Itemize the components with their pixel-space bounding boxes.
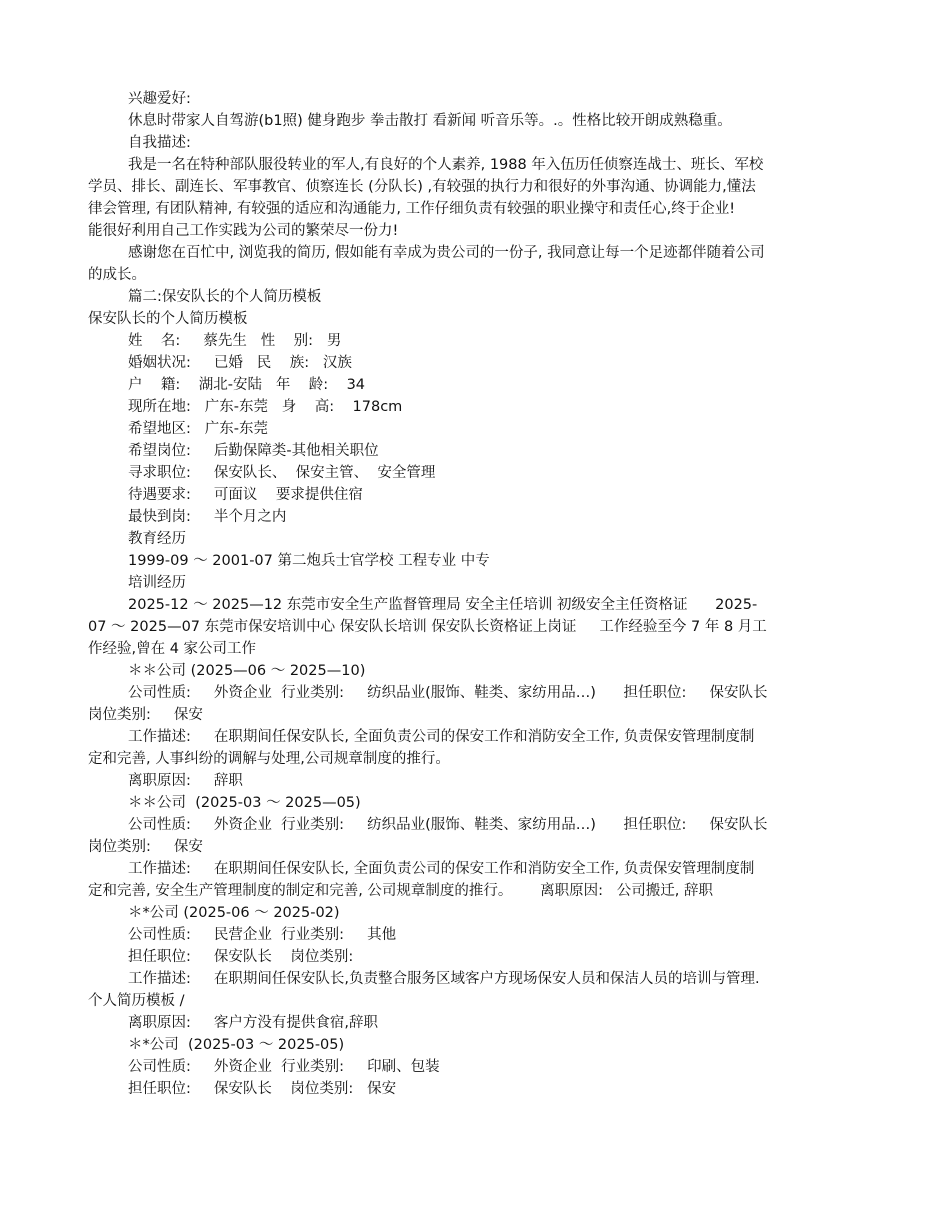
hobbies-heading: 兴趣爱好: [128, 91, 191, 107]
self-description-line: 律会管理, 有团队精神, 有较强的适应和沟通能力, 工作仔细负责有较强的职业操守和责任心,终于企业! [88, 201, 736, 217]
job-company-title: ＊*公司 (2025-03 ～ 2025-05) [128, 1037, 345, 1053]
section-title: 篇二:保安队长的个人简历模板 [128, 289, 322, 305]
job-details: 公司性质: 外资企业 行业类别: 印刷、包装 [128, 1059, 440, 1075]
training-heading: 培训经历 [128, 575, 186, 591]
resume-title: 保安队长的个人简历模板 [88, 311, 248, 327]
job-company-title: ＊*公司 (2025-06 ～ 2025-02) [128, 905, 340, 921]
job-details: 担任职位: 保安队长 岗位类别: 保安 [128, 1081, 397, 1097]
education-entry: 1999-09 ～ 2001-07 第二炮兵士官学校 工程专业 中专 [128, 553, 490, 569]
job-description: 工作描述: 在职期间任保安队长, 全面负责公司的保安工作和消防安全工作, 负责保安管理制度制 [128, 861, 755, 877]
job-description: 个人简历模板 / [88, 993, 185, 1009]
job-details: 公司性质: 民营企业 行业类别: 其他 [128, 927, 397, 943]
info-start-date: 最快到岗: 半个月之内 [128, 509, 287, 525]
job-details: 担任职位: 保安队长 岗位类别: [128, 949, 354, 965]
info-marital-ethnic: 婚姻状况: 已婚 民 族: 汉族 [128, 355, 352, 371]
self-description-line: 我是一名在特种部队服役转业的军人,有良好的个人素养, 1988 年入伍历任侦察连战士、班长、军校 [128, 157, 764, 173]
work-summary: 作经验,曾在 4 家公司工作 [88, 641, 257, 657]
education-heading: 教育经历 [128, 531, 186, 547]
job-description: 定和完善, 人事纠纷的调解与处理,公司规章制度的推行。 [88, 751, 450, 767]
thanks-line: 感谢您在百忙中, 浏览我的简历, 假如能有幸成为贵公司的一份子, 我同意让每一个足迹都伴随着公司 [128, 245, 765, 261]
info-desired-post: 希望岗位: 后勤保障类-其他相关职位 [128, 443, 379, 459]
job-details: 公司性质: 外资企业 行业类别: 纺织品业(服饰、鞋类、家纺用品…) 担任职位: 保安队长 [128, 817, 768, 833]
thanks-line: 的成长。 [88, 267, 146, 283]
job-description: 工作描述: 在职期间任保安队长, 全面负责公司的保安工作和消防安全工作, 负责保安管理制度制 [128, 729, 755, 745]
job-description: 定和完善, 安全生产管理制度的制定和完善, 公司规章制度的推行。 离职原因: 公司搬迁, 辞职 [88, 883, 714, 899]
job-description: 工作描述: 在职期间任保安队长,负责整合服务区域客户方现场保安人员和保洁人员的培训与管理. [128, 971, 760, 987]
info-desired-region: 希望地区: 广东-东莞 [128, 421, 268, 437]
info-sought-position: 寻求职位: 保安队长、 保安主管、 安全管理 [128, 465, 436, 481]
self-description-line: 能很好利用自己工作实践为公司的繁荣尽一份力! [88, 223, 399, 239]
training-entry: 07 ～ 2025—07 东莞市保安培训中心 保安队长培训 保安队长资格证上岗证 工作经验至今 7 年 8 月工 [88, 619, 767, 635]
info-name-gender: 姓 名: 蔡先生 性 别: 男 [128, 333, 342, 349]
job-leave-reason: 离职原因: 辞职 [128, 773, 243, 789]
job-company-title: ＊＊公司 (2025-03 ～ 2025—05) [128, 795, 361, 811]
job-details: 公司性质: 外资企业 行业类别: 纺织品业(服饰、鞋类、家纺用品…) 担任职位: 保安队长 [128, 685, 768, 701]
hobbies-text: 休息时带家人自驾游(b1照) 健身跑步 拳击散打 看新闻 听音乐等。.。性格比较开朗成熟稳重。 [128, 113, 732, 129]
self-description-heading: 自我描述: [128, 135, 191, 151]
info-salary: 待遇要求: 可面议 要求提供住宿 [128, 487, 363, 503]
self-description-line: 学员、排长、副连长、军事教官、侦察连长 (分队长) ,有较强的执行力和很好的外事沟通、协调能力,懂法 [88, 179, 756, 195]
job-company-title: ＊＊公司 (2025—06 ～ 2025—10) [128, 663, 366, 679]
job-details: 岗位类别: 保安 [88, 707, 203, 723]
job-details: 岗位类别: 保安 [88, 839, 203, 855]
training-entry: 2025-12 ～ 2025—12 东莞市安全生产监督管理局 安全主任培训 初级安全主任资格证 2025- [128, 597, 758, 613]
job-leave-reason: 离职原因: 客户方没有提供食宿,辞职 [128, 1015, 379, 1031]
info-location-height: 现所在地: 广东-东莞 身 高: 178cm [128, 399, 403, 415]
info-hukou-age: 户 籍: 湖北-安陆 年 龄: 34 [128, 377, 366, 393]
